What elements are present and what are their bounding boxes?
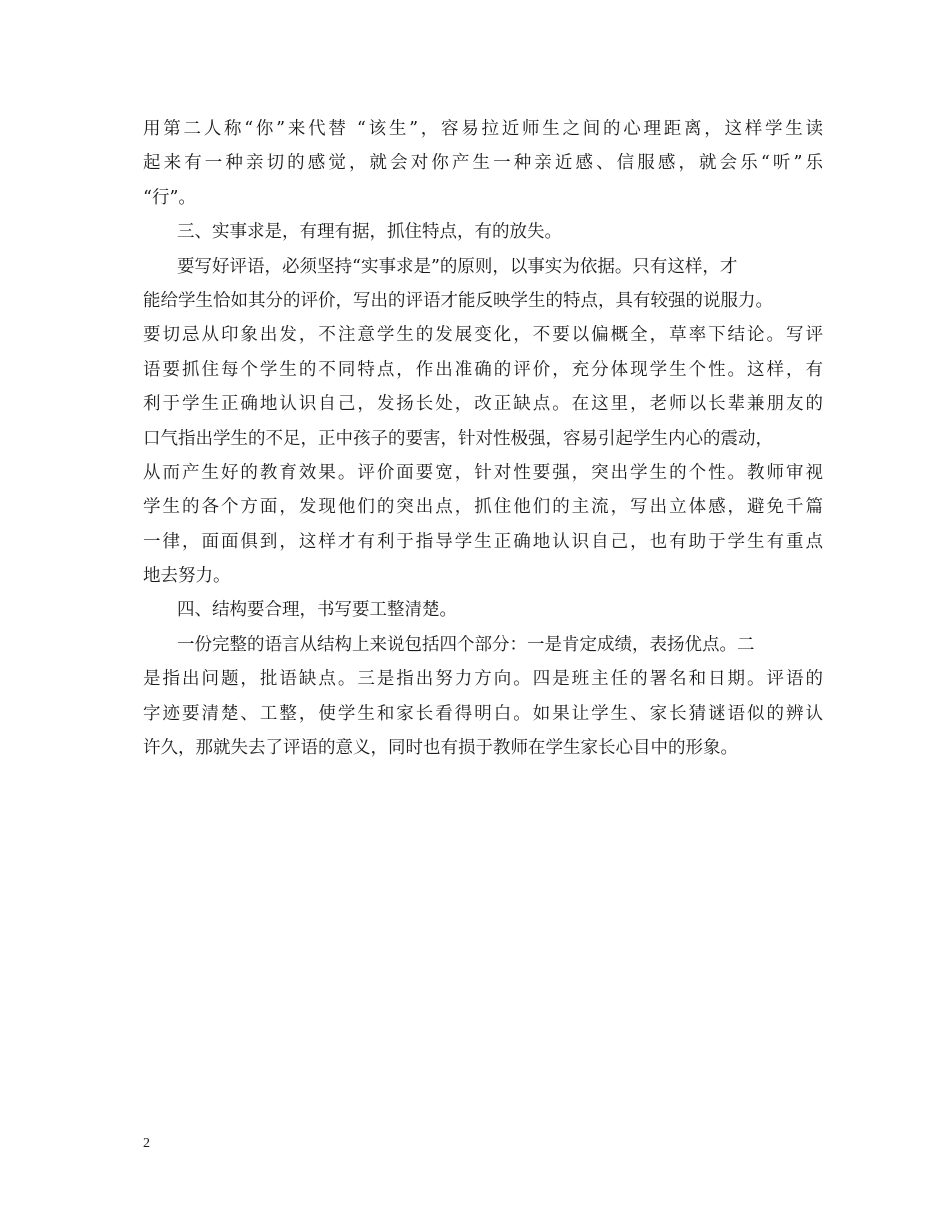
text-line: 地去努力。 xyxy=(143,566,231,587)
text-line: 从而产生好的教育效果。评价面要宽，针对性要强，突出学生的个性。教师审视 xyxy=(143,462,823,483)
text-line: 起来有一种亲切的感觉，就会对你产生一种亲近感、信服感，就会乐“听”乐 xyxy=(143,153,823,174)
text-line: 字迹要清楚、工整，使学生和家长看得明白。如果让学生、家长猜谜语似的辨认 xyxy=(143,703,823,724)
text-line: 许久，那就失去了评语的意义，同时也有损于教师在学生家长心目中的形象。 xyxy=(143,738,738,759)
body-text xyxy=(143,112,823,765)
text-line: 一律，面面俱到，这样才有利于指导学生正确地认识自己，也有助于学生有重点 xyxy=(143,531,823,552)
page-number: 2 xyxy=(143,1136,150,1151)
text-line: 要写好评语，必须坚持“实事求是”的原则，以事实为依据。只有这样，才 xyxy=(177,256,738,277)
text-line: 要切忌从印象出发，不注意学生的发展变化，不要以偏概全，草率下结论。写评 xyxy=(143,325,823,346)
text-line: 一份完整的语言从结构上来说包括四个部分：一是肯定成绩，表扬优点。二 xyxy=(177,634,755,655)
text-line: 利于学生正确地认识自己，发扬长处，改正缺点。在这里，老师以长辈兼朋友的 xyxy=(143,394,823,415)
text-line: 学生的各个方面，发现他们的突出点，抓住他们的主流，写出立体感，避免千篇 xyxy=(143,497,823,518)
section-heading-4: 四、结构要合理，书写要工整清楚。 xyxy=(177,600,457,621)
text-line: 能给学生恰如其分的评价，写出的评语才能反映学生的特点，具有较强的说服力。 xyxy=(143,290,773,311)
text-line: 口气指出学生的不足，正中孩子的要害，针对性极强，容易引起学生内心的震动， xyxy=(143,428,773,449)
text-line: 是指出问题，批语缺点。三是指出努力方向。四是班主任的署名和日期。评语的 xyxy=(143,669,823,690)
text-line: “行”。 xyxy=(143,187,196,208)
text-line: 用第二人称“你”来代替 “该生”，容易拉近师生之间的心理距离，这样学生读 xyxy=(143,119,823,139)
text-line: 语要抓住每个学生的不同特点，作出准确的评价，充分体现学生个性。这样，有 xyxy=(143,359,823,380)
section-heading-3: 三、实事求是，有理有据，抓住特点，有的放失。 xyxy=(177,222,562,243)
